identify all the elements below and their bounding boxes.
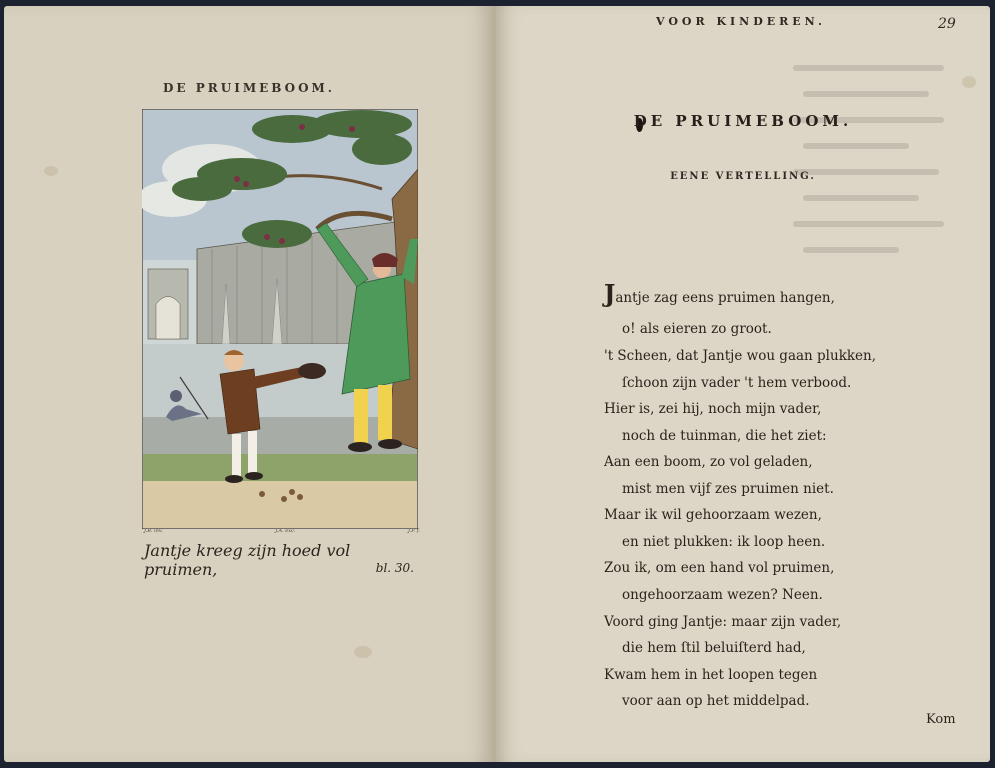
poem-line: noch de tuinman, die het ziet:	[622, 428, 827, 444]
right-page	[496, 6, 990, 762]
foxing-spot	[44, 166, 58, 176]
show-through-text	[556, 58, 946, 278]
poem-subtitle: EENE VERTELLING.	[670, 171, 816, 182]
caption-page-reference: bl. 30.	[375, 561, 414, 575]
engraving-credits	[144, 528, 420, 534]
poem-line: mist men vijf zes pruimen niet.	[622, 481, 834, 497]
catchword: Kom	[926, 712, 956, 727]
poem-line-1: Jantje zag eens pruimen hangen,	[604, 279, 835, 308]
poem-line: o! als eieren zo groot.	[622, 321, 772, 337]
poem-line: voor aan op het middelpad.	[622, 693, 810, 709]
drop-cap: J	[604, 279, 616, 308]
poem-line: Zou ik, om een hand vol pruimen,	[604, 560, 835, 576]
poem-line: Voord ging Jantje: maar zijn vader,	[604, 614, 842, 630]
engraving-caption	[144, 541, 426, 579]
credit-inventor: J.B. inv.	[144, 528, 163, 534]
poem-line: Kwam hem in het loopen tegen	[604, 667, 818, 683]
credit-publisher: J.A. exc.	[275, 528, 296, 534]
engraving-illustration	[142, 109, 418, 529]
foxing-spot	[962, 76, 976, 88]
poem-line: ongehoorzaam wezen? Neen.	[622, 587, 823, 603]
running-head: VOOR KINDEREN.	[656, 15, 826, 28]
poem-line: Aan een boom, zo vol geladen,	[604, 454, 813, 470]
caption-text: Jantje kreeg zijn hoed vol pruimen,	[144, 541, 351, 579]
poem-line: Maar ik wil gehoorzaam wezen,	[604, 507, 822, 523]
poem-line: Hier is, zei hij, noch mijn vader,	[604, 401, 822, 417]
left-page	[4, 6, 494, 762]
poem-line: en niet plukken: ik loop heen.	[622, 534, 826, 550]
foxing-spot	[354, 646, 372, 658]
page-number: 29	[938, 16, 956, 32]
poem-title: DE PRUIMEBOOM.	[633, 112, 853, 130]
poem-line: die hem ſtil beluiſterd had,	[622, 640, 806, 656]
poem-line: ſchoon zijn vader 't hem verbood.	[622, 375, 852, 391]
credit-engraver: J.P. f.	[408, 528, 420, 534]
poem-line: 't Scheen, dat Jantje wou gaan plukken,	[604, 348, 877, 364]
plate-title: DE PRUIMEBOOM.	[163, 81, 335, 95]
